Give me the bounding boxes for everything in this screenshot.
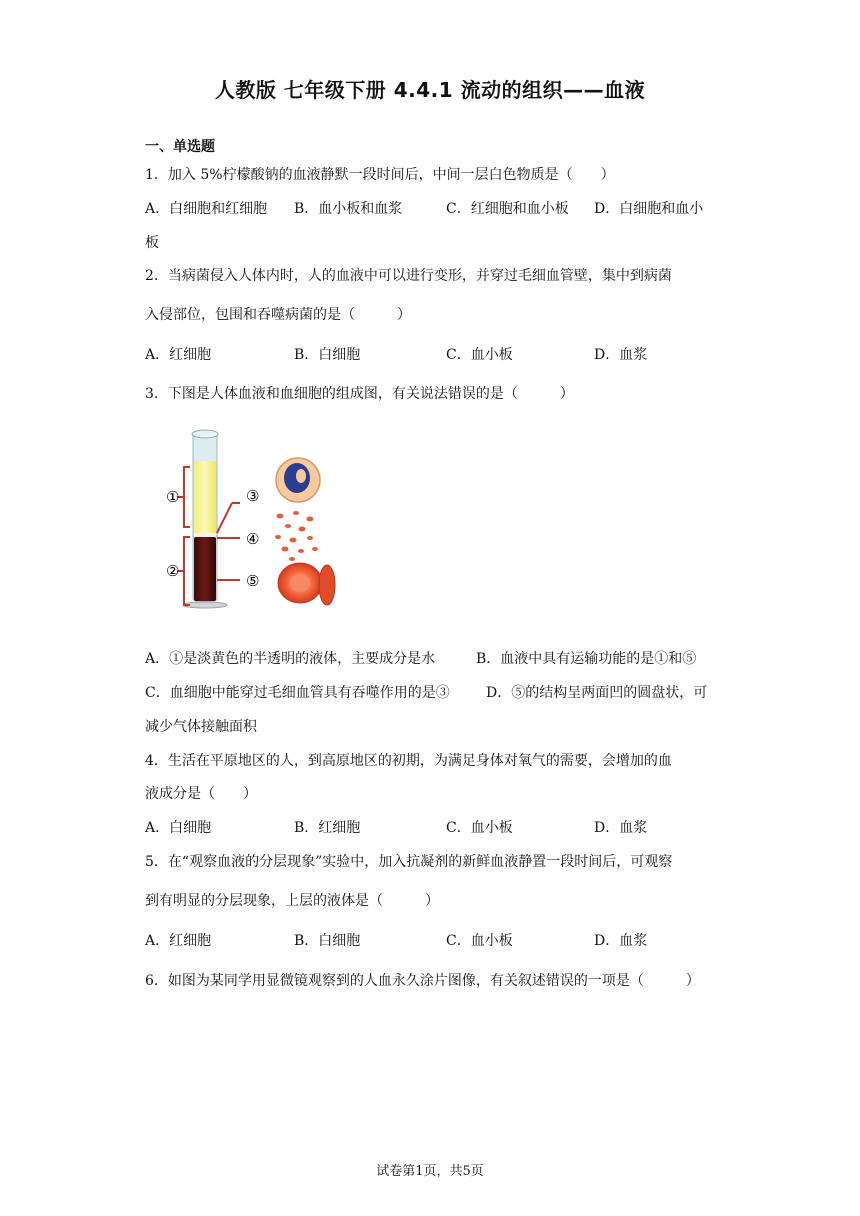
blood-composition-figure xyxy=(150,425,360,615)
label-2: ② xyxy=(166,562,180,580)
bracket-2 xyxy=(184,537,190,605)
page-title: 人教版 七年级下册 4.4.1 流动的组织——血液 xyxy=(214,78,646,102)
question-2-option-a: A．红细胞 xyxy=(145,347,212,363)
question-1-stem: 1．加入 5%柠檬酸钠的血液静默一段时间后，中间一层白色物质是（ ） xyxy=(145,167,615,183)
question-5-option-d: D．血浆 xyxy=(594,933,648,949)
buffy-coat-layer xyxy=(194,533,216,537)
test-tube xyxy=(183,430,227,608)
label-4: ④ xyxy=(246,530,260,548)
question-4-option-c: C．血小板 xyxy=(446,820,513,836)
question-2-option-b: B．白细胞 xyxy=(294,347,361,363)
red-blood-cell-image xyxy=(278,563,335,605)
question-6-stem: 6．如图为某同学用显微镜观察到的人血永久涂片图像，有关叙述错误的一项是（ ） xyxy=(145,973,700,989)
page-footer: 试卷第1页，共5页 xyxy=(376,1164,484,1179)
question-2-stem-line-1: 2．当病菌侵入人体内时，人的血液中可以进行变形，并穿过毛细血管壁，集中到病菌 xyxy=(145,268,672,284)
question-4-option-d: D．血浆 xyxy=(594,820,648,836)
question-1-option-a: A．白细胞和红细胞 xyxy=(145,201,268,217)
label-5: ⑤ xyxy=(246,572,260,590)
question-5-option-b: B．白细胞 xyxy=(294,933,361,949)
question-1-option-d: D．白细胞和血小 xyxy=(594,201,704,217)
plasma-layer xyxy=(194,461,216,535)
question-1-option-c: C．红细胞和血小板 xyxy=(446,201,569,217)
section-heading: 一、单选题 xyxy=(145,139,215,155)
question-2-stem-line-2: 入侵部位，包围和吞噬病菌的是（ ） xyxy=(145,307,411,323)
white-blood-cell-image xyxy=(276,458,320,502)
question-3-option-a: A．①是淡黄色的半透明的液体，主要成分是水 xyxy=(145,651,436,667)
question-4-option-a: A．白细胞 xyxy=(145,820,212,836)
label-1: ① xyxy=(166,488,180,506)
question-3-option-c: C．血细胞中能穿过毛细血管具有吞噬作用的是③ xyxy=(145,685,450,701)
platelets-image xyxy=(275,511,318,561)
question-3-option-d: D．⑤的结构呈两面凹的圆盘状，可 xyxy=(486,685,708,701)
question-4-stem-line-2: 液成分是（ ） xyxy=(145,786,257,802)
question-5-stem-line-2: 到有明显的分层现象，上层的液体是（ ） xyxy=(145,893,439,909)
bracket-1 xyxy=(184,467,190,527)
question-3-option-d-continued: 减少气体接触面积 xyxy=(145,719,257,735)
question-2-option-c: C．血小板 xyxy=(446,347,513,363)
question-5-option-a: A．红细胞 xyxy=(145,933,212,949)
question-3-option-b: B．血液中具有运输功能的是①和⑤ xyxy=(476,651,697,667)
question-1-option-b: B．血小板和血浆 xyxy=(294,201,403,217)
question-4-stem-line-1: 4．生活在平原地区的人，到高原地区的初期，为满足身体对氧气的需要，会增加的血 xyxy=(145,753,672,769)
question-5-option-c: C．血小板 xyxy=(446,933,513,949)
question-4-option-b: B．红细胞 xyxy=(294,820,361,836)
label-3: ③ xyxy=(246,487,260,505)
question-3-stem: 3．下图是人体血液和血细胞的组成图，有关说法错误的是（ ） xyxy=(145,386,574,402)
red-cell-layer xyxy=(194,537,216,601)
question-1-option-d-continued: 板 xyxy=(145,235,159,251)
question-5-stem-line-1: 5．在“观察血液的分层现象”实验中，加入抗凝剂的新鲜血液静置一段时间后，可观察 xyxy=(145,854,673,870)
question-2-option-d: D．血浆 xyxy=(594,347,648,363)
